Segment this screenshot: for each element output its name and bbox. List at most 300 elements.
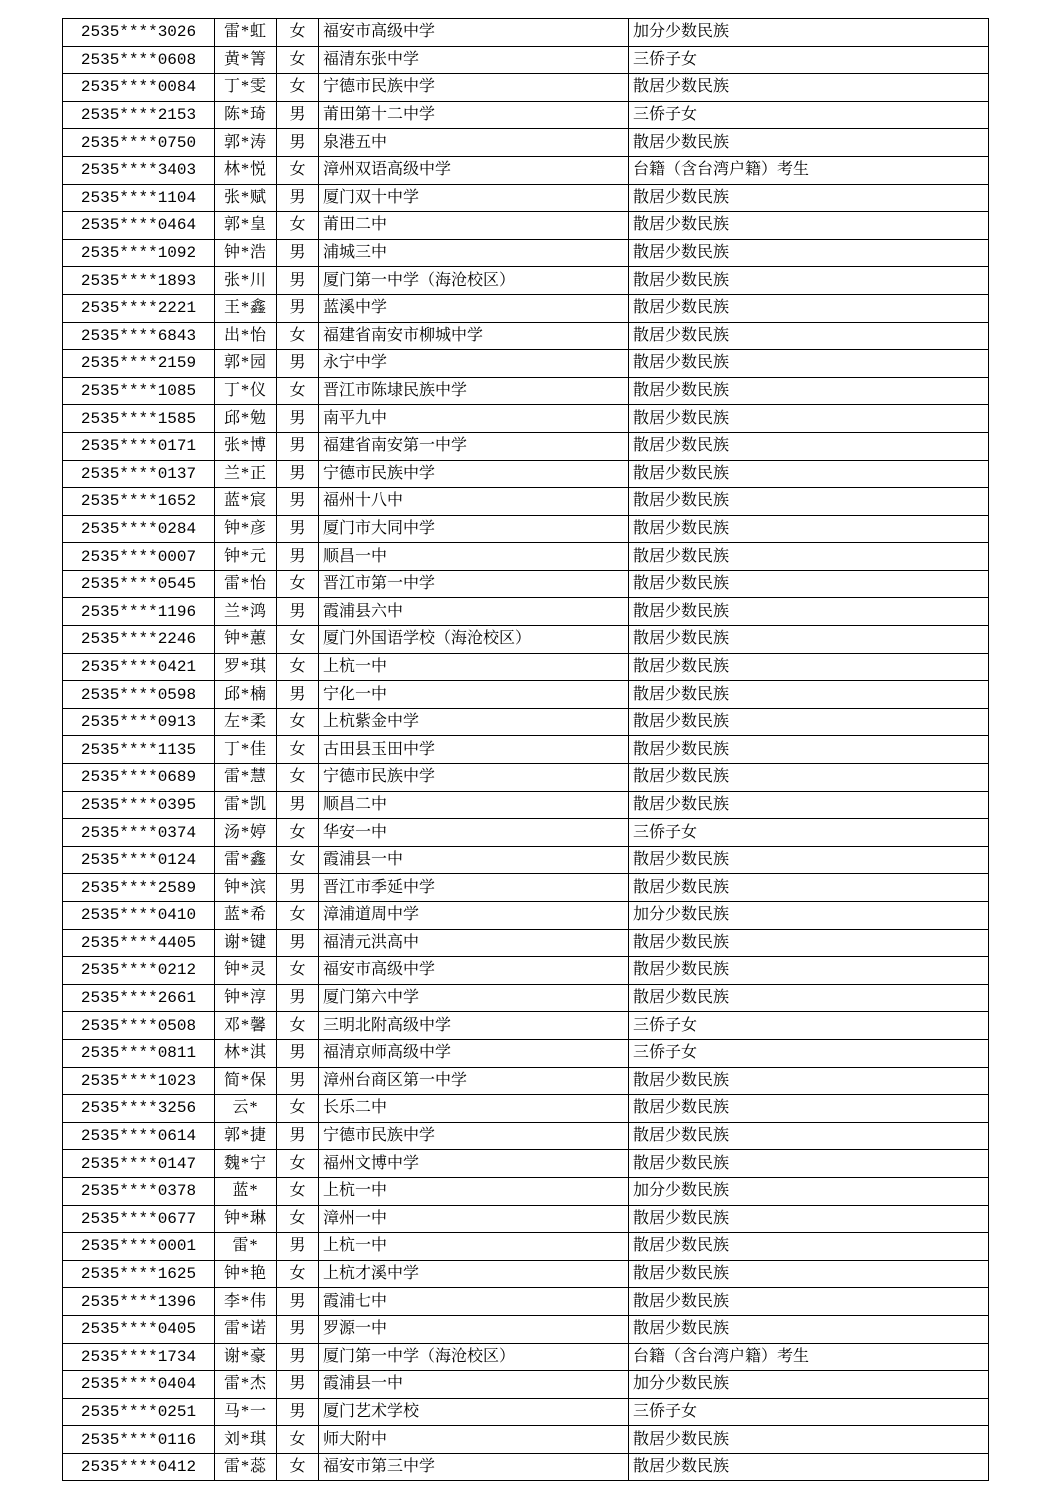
cell-candidate-id: 2535****0378: [63, 1177, 215, 1205]
cell-candidate-id: 2535****6843: [63, 322, 215, 350]
table-row: [63, 846, 989, 874]
cell-candidate-id: 2535****1023: [63, 1067, 215, 1095]
cell-candidate-school: 师大附中: [319, 1426, 629, 1454]
cell-candidate-sex: 女: [277, 736, 319, 764]
cell-candidate-id: 2535****0608: [63, 46, 215, 74]
table-row: [63, 1398, 989, 1426]
cell-candidate-sex: 女: [277, 1205, 319, 1233]
cell-candidate-name: 谢*豪: [215, 1343, 277, 1371]
cell-candidate-name: 邓*馨: [215, 1012, 277, 1040]
cell-candidate-sex: 女: [277, 846, 319, 874]
cell-candidate-sex: 女: [277, 156, 319, 184]
cell-candidate-name: 邱*勉: [215, 405, 277, 433]
cell-candidate-id: 2535****0251: [63, 1398, 215, 1426]
cell-candidate-id: 2535****0007: [63, 543, 215, 571]
cell-candidate-sex: 男: [277, 543, 319, 571]
table-row: [63, 1012, 989, 1040]
cell-candidate-name: 雷*凯: [215, 791, 277, 819]
table-row: [63, 598, 989, 626]
cell-bonus-type: 三侨子女: [629, 1012, 989, 1040]
cell-candidate-name: 魏*宁: [215, 1150, 277, 1178]
cell-candidate-id: 2535****1396: [63, 1288, 215, 1316]
table-row: [63, 929, 989, 957]
cell-candidate-sex: 男: [277, 1398, 319, 1426]
cell-candidate-name: 张*赋: [215, 184, 277, 212]
cell-candidate-id: 2535****2153: [63, 101, 215, 129]
cell-bonus-type: 散居少数民族: [629, 570, 989, 598]
cell-candidate-school: 三明北附高级中学: [319, 1012, 629, 1040]
cell-candidate-id: 2535****1585: [63, 405, 215, 433]
cell-candidate-id: 2535****0284: [63, 515, 215, 543]
cell-candidate-school: 福建省南安第一中学: [319, 432, 629, 460]
cell-candidate-id: 2535****1135: [63, 736, 215, 764]
table-row: [63, 1039, 989, 1067]
table-row: [63, 957, 989, 985]
table-row: [63, 819, 989, 847]
cell-candidate-id: 2535****0147: [63, 1150, 215, 1178]
cell-candidate-id: 2535****2159: [63, 350, 215, 378]
cell-candidate-name: 李*伟: [215, 1288, 277, 1316]
cell-candidate-sex: 男: [277, 294, 319, 322]
cell-candidate-name: 钟*灵: [215, 957, 277, 985]
cell-candidate-name: 雷*: [215, 1233, 277, 1261]
cell-candidate-id: 2535****4405: [63, 929, 215, 957]
cell-candidate-school: 福安市第三中学: [319, 1453, 629, 1481]
cell-bonus-type: 散居少数民族: [629, 294, 989, 322]
cell-candidate-school: 漳州台商区第一中学: [319, 1067, 629, 1095]
table-row: [63, 515, 989, 543]
cell-candidate-sex: 男: [277, 515, 319, 543]
cell-bonus-type: 散居少数民族: [629, 1150, 989, 1178]
cell-candidate-sex: 男: [277, 1371, 319, 1399]
cell-candidate-name: 黄*箐: [215, 46, 277, 74]
cell-bonus-type: 散居少数民族: [629, 653, 989, 681]
table-row: [63, 294, 989, 322]
cell-candidate-sex: 男: [277, 1288, 319, 1316]
cell-candidate-sex: 女: [277, 819, 319, 847]
cell-candidate-school: 福建省南安市柳城中学: [319, 322, 629, 350]
table-row: [63, 212, 989, 240]
table-row: [63, 1343, 989, 1371]
cell-bonus-type: 散居少数民族: [629, 708, 989, 736]
cell-candidate-name: 郭*皇: [215, 212, 277, 240]
cell-candidate-id: 2535****1196: [63, 598, 215, 626]
cell-candidate-school: 晋江市陈埭民族中学: [319, 377, 629, 405]
cell-bonus-type: 散居少数民族: [629, 791, 989, 819]
cell-bonus-type: 散居少数民族: [629, 984, 989, 1012]
cell-bonus-type: 散居少数民族: [629, 74, 989, 102]
cell-candidate-sex: 男: [277, 101, 319, 129]
table-row: [63, 736, 989, 764]
cell-bonus-type: 散居少数民族: [629, 322, 989, 350]
table-row: [63, 1260, 989, 1288]
cell-candidate-school: 福安市高级中学: [319, 19, 629, 47]
table-row: [63, 432, 989, 460]
cell-candidate-name: 郭*涛: [215, 129, 277, 157]
cell-candidate-school: 浦城三中: [319, 239, 629, 267]
cell-bonus-type: 台籍（含台湾户籍）考生: [629, 1343, 989, 1371]
cell-candidate-id: 2535****0677: [63, 1205, 215, 1233]
cell-bonus-type: 散居少数民族: [629, 515, 989, 543]
cell-bonus-type: 散居少数民族: [629, 764, 989, 792]
cell-candidate-sex: 男: [277, 1315, 319, 1343]
cell-candidate-name: 邱*楠: [215, 681, 277, 709]
cell-candidate-id: 2535****0811: [63, 1039, 215, 1067]
table-row: [63, 1122, 989, 1150]
cell-candidate-name: 林*淇: [215, 1039, 277, 1067]
cell-candidate-name: 钟*浩: [215, 239, 277, 267]
cell-candidate-id: 2535****1104: [63, 184, 215, 212]
cell-bonus-type: 散居少数民族: [629, 1205, 989, 1233]
cell-candidate-id: 2535****0116: [63, 1426, 215, 1454]
cell-candidate-name: 蓝*希: [215, 902, 277, 930]
cell-candidate-name: 丁*仪: [215, 377, 277, 405]
cell-candidate-school: 霞浦县一中: [319, 1371, 629, 1399]
cell-bonus-type: 散居少数民族: [629, 129, 989, 157]
cell-candidate-id: 2535****0374: [63, 819, 215, 847]
cell-candidate-name: 谢*键: [215, 929, 277, 957]
table-row: [63, 74, 989, 102]
cell-candidate-name: 钟*滨: [215, 874, 277, 902]
cell-candidate-school: 晋江市第一中学: [319, 570, 629, 598]
cell-candidate-school: 上杭一中: [319, 1233, 629, 1261]
cell-candidate-school: 漳州双语高级中学: [319, 156, 629, 184]
cell-candidate-id: 2535****1625: [63, 1260, 215, 1288]
table-row: [63, 405, 989, 433]
cell-candidate-name: 钟*彦: [215, 515, 277, 543]
cell-candidate-school: 上杭紫金中学: [319, 708, 629, 736]
cell-candidate-sex: 女: [277, 1177, 319, 1205]
table-row: [63, 460, 989, 488]
cell-candidate-school: 宁德市民族中学: [319, 764, 629, 792]
cell-candidate-name: 郭*捷: [215, 1122, 277, 1150]
cell-candidate-name: 云*: [215, 1095, 277, 1123]
cell-candidate-id: 2535****1085: [63, 377, 215, 405]
cell-candidate-sex: 女: [277, 1426, 319, 1454]
cell-candidate-school: 宁德市民族中学: [319, 74, 629, 102]
cell-candidate-school: 厦门双十中学: [319, 184, 629, 212]
cell-candidate-id: 2535****0750: [63, 129, 215, 157]
cell-candidate-id: 2535****0689: [63, 764, 215, 792]
table-row: [63, 101, 989, 129]
cell-candidate-sex: 男: [277, 791, 319, 819]
cell-candidate-name: 雷*诺: [215, 1315, 277, 1343]
cell-candidate-name: 简*保: [215, 1067, 277, 1095]
cell-candidate-id: 2535****2221: [63, 294, 215, 322]
cell-candidate-school: 罗源一中: [319, 1315, 629, 1343]
table-row: [63, 543, 989, 571]
cell-candidate-sex: 女: [277, 957, 319, 985]
cell-candidate-id: 2535****3403: [63, 156, 215, 184]
cell-candidate-school: 漳浦道周中学: [319, 902, 629, 930]
cell-candidate-id: 2535****0545: [63, 570, 215, 598]
cell-bonus-type: 台籍（含台湾户籍）考生: [629, 156, 989, 184]
cell-bonus-type: 三侨子女: [629, 819, 989, 847]
table-row: [63, 1315, 989, 1343]
cell-bonus-type: 散居少数民族: [629, 267, 989, 295]
cell-candidate-school: 漳州一中: [319, 1205, 629, 1233]
cell-candidate-id: 2535****0913: [63, 708, 215, 736]
cell-candidate-name: 钟*蕙: [215, 626, 277, 654]
cell-candidate-name: 左*柔: [215, 708, 277, 736]
table-row: [63, 874, 989, 902]
table-row: [63, 239, 989, 267]
cell-bonus-type: 散居少数民族: [629, 543, 989, 571]
cell-candidate-school: 厦门外国语学校（海沧校区）: [319, 626, 629, 654]
cell-candidate-id: 2535****0171: [63, 432, 215, 460]
table-row: [63, 1067, 989, 1095]
cell-bonus-type: 散居少数民族: [629, 1453, 989, 1481]
cell-candidate-school: 厦门第六中学: [319, 984, 629, 1012]
cell-candidate-id: 2535****0001: [63, 1233, 215, 1261]
cell-bonus-type: 散居少数民族: [629, 1067, 989, 1095]
cell-candidate-id: 2535****0084: [63, 74, 215, 102]
cell-candidate-sex: 女: [277, 902, 319, 930]
cell-candidate-sex: 男: [277, 432, 319, 460]
cell-candidate-school: 古田县玉田中学: [319, 736, 629, 764]
cell-candidate-school: 莆田第十二中学: [319, 101, 629, 129]
cell-bonus-type: 三侨子女: [629, 1398, 989, 1426]
table-row: [63, 156, 989, 184]
cell-candidate-name: 雷*蕊: [215, 1453, 277, 1481]
cell-candidate-name: 雷*虹: [215, 19, 277, 47]
cell-candidate-school: 宁德市民族中学: [319, 460, 629, 488]
cell-candidate-sex: 女: [277, 1150, 319, 1178]
cell-bonus-type: 散居少数民族: [629, 212, 989, 240]
cell-candidate-school: 顺昌一中: [319, 543, 629, 571]
cell-bonus-type: 三侨子女: [629, 1039, 989, 1067]
table-row: [63, 377, 989, 405]
cell-candidate-name: 王*鑫: [215, 294, 277, 322]
cell-candidate-sex: 男: [277, 460, 319, 488]
cell-candidate-sex: 女: [277, 322, 319, 350]
table-row: [63, 488, 989, 516]
cell-candidate-school: 上杭才溪中学: [319, 1260, 629, 1288]
cell-candidate-id: 2535****0614: [63, 1122, 215, 1150]
cell-candidate-name: 兰*鸿: [215, 598, 277, 626]
table-row: [63, 1177, 989, 1205]
cell-candidate-sex: 男: [277, 984, 319, 1012]
table-row: [63, 681, 989, 709]
cell-bonus-type: 散居少数民族: [629, 1260, 989, 1288]
cell-candidate-name: 汤*婷: [215, 819, 277, 847]
cell-candidate-school: 顺昌二中: [319, 791, 629, 819]
table-row: [63, 653, 989, 681]
cell-candidate-sex: 女: [277, 653, 319, 681]
cell-candidate-name: 钟*琳: [215, 1205, 277, 1233]
table-row: [63, 1426, 989, 1454]
cell-bonus-type: 散居少数民族: [629, 681, 989, 709]
cell-candidate-name: 张*博: [215, 432, 277, 460]
cell-candidate-sex: 女: [277, 212, 319, 240]
cell-candidate-name: 雷*慧: [215, 764, 277, 792]
cell-bonus-type: 加分少数民族: [629, 1177, 989, 1205]
cell-candidate-id: 2535****0598: [63, 681, 215, 709]
cell-bonus-type: 散居少数民族: [629, 1122, 989, 1150]
cell-bonus-type: 散居少数民族: [629, 1095, 989, 1123]
cell-candidate-name: 雷*鑫: [215, 846, 277, 874]
cell-candidate-id: 2535****0404: [63, 1371, 215, 1399]
cell-candidate-name: 张*川: [215, 267, 277, 295]
cell-candidate-id: 2535****0410: [63, 902, 215, 930]
candidate-roster-table: [62, 18, 989, 1481]
cell-candidate-sex: 男: [277, 681, 319, 709]
cell-candidate-name: 雷*怡: [215, 570, 277, 598]
cell-candidate-school: 宁化一中: [319, 681, 629, 709]
cell-bonus-type: 散居少数民族: [629, 929, 989, 957]
cell-candidate-sex: 男: [277, 1343, 319, 1371]
cell-candidate-school: 厦门艺术学校: [319, 1398, 629, 1426]
cell-bonus-type: 散居少数民族: [629, 957, 989, 985]
table-row: [63, 350, 989, 378]
cell-candidate-name: 钟*艳: [215, 1260, 277, 1288]
cell-candidate-sex: 男: [277, 184, 319, 212]
cell-candidate-sex: 女: [277, 74, 319, 102]
cell-candidate-school: 晋江市季延中学: [319, 874, 629, 902]
cell-candidate-id: 2535****0508: [63, 1012, 215, 1040]
cell-candidate-school: 福清京师高级中学: [319, 1039, 629, 1067]
cell-candidate-school: 厦门第一中学（海沧校区）: [319, 267, 629, 295]
table-row: [63, 129, 989, 157]
cell-candidate-sex: 男: [277, 598, 319, 626]
cell-candidate-school: 福清东张中学: [319, 46, 629, 74]
cell-candidate-id: 2535****0405: [63, 1315, 215, 1343]
cell-candidate-school: 南平九中: [319, 405, 629, 433]
cell-candidate-name: 蓝*宸: [215, 488, 277, 516]
cell-bonus-type: 散居少数民族: [629, 1288, 989, 1316]
cell-candidate-school: 福州十八中: [319, 488, 629, 516]
cell-candidate-id: 2535****0421: [63, 653, 215, 681]
table-row: [63, 267, 989, 295]
cell-candidate-id: 2535****2589: [63, 874, 215, 902]
table-row: [63, 1371, 989, 1399]
table-row: [63, 184, 989, 212]
cell-candidate-name: 陈*琦: [215, 101, 277, 129]
cell-candidate-sex: 女: [277, 19, 319, 47]
cell-candidate-sex: 女: [277, 1453, 319, 1481]
cell-bonus-type: 三侨子女: [629, 46, 989, 74]
cell-candidate-sex: 女: [277, 46, 319, 74]
cell-candidate-id: 2535****1893: [63, 267, 215, 295]
cell-candidate-school: 泉港五中: [319, 129, 629, 157]
cell-candidate-school: 厦门第一中学（海沧校区）: [319, 1343, 629, 1371]
cell-bonus-type: 散居少数民族: [629, 598, 989, 626]
cell-candidate-name: 蓝*: [215, 1177, 277, 1205]
cell-candidate-sex: 男: [277, 929, 319, 957]
cell-candidate-name: 罗*琪: [215, 653, 277, 681]
table-row: [63, 46, 989, 74]
cell-candidate-name: 出*怡: [215, 322, 277, 350]
cell-candidate-school: 蓝溪中学: [319, 294, 629, 322]
table-row: [63, 322, 989, 350]
cell-candidate-sex: 男: [277, 405, 319, 433]
table-row: [63, 19, 989, 47]
table-row: [63, 708, 989, 736]
cell-candidate-school: 福安市高级中学: [319, 957, 629, 985]
cell-bonus-type: 加分少数民族: [629, 19, 989, 47]
cell-bonus-type: 三侨子女: [629, 101, 989, 129]
cell-candidate-id: 2535****1652: [63, 488, 215, 516]
cell-candidate-name: 钟*淳: [215, 984, 277, 1012]
cell-candidate-school: 霞浦七中: [319, 1288, 629, 1316]
cell-candidate-name: 雷*杰: [215, 1371, 277, 1399]
cell-bonus-type: 散居少数民族: [629, 736, 989, 764]
table-row: [63, 1453, 989, 1481]
cell-bonus-type: 散居少数民族: [629, 874, 989, 902]
cell-candidate-name: 丁*雯: [215, 74, 277, 102]
cell-candidate-name: 马*一: [215, 1398, 277, 1426]
cell-candidate-sex: 女: [277, 377, 319, 405]
cell-bonus-type: 散居少数民族: [629, 432, 989, 460]
cell-candidate-id: 2535****0212: [63, 957, 215, 985]
cell-candidate-id: 2535****2246: [63, 626, 215, 654]
cell-bonus-type: 散居少数民族: [629, 184, 989, 212]
table-row: [63, 984, 989, 1012]
cell-bonus-type: 散居少数民族: [629, 488, 989, 516]
table-row: [63, 1233, 989, 1261]
cell-bonus-type: 散居少数民族: [629, 405, 989, 433]
cell-candidate-sex: 男: [277, 129, 319, 157]
cell-candidate-sex: 男: [277, 1122, 319, 1150]
cell-candidate-id: 2535****1092: [63, 239, 215, 267]
cell-bonus-type: 加分少数民族: [629, 1371, 989, 1399]
cell-bonus-type: 散居少数民族: [629, 377, 989, 405]
cell-bonus-type: 散居少数民族: [629, 1426, 989, 1454]
cell-bonus-type: 散居少数民族: [629, 239, 989, 267]
cell-candidate-sex: 女: [277, 764, 319, 792]
cell-candidate-sex: 女: [277, 1260, 319, 1288]
table-row: [63, 791, 989, 819]
cell-bonus-type: 散居少数民族: [629, 1315, 989, 1343]
table-row: [63, 1205, 989, 1233]
cell-candidate-name: 兰*正: [215, 460, 277, 488]
cell-candidate-school: 厦门市大同中学: [319, 515, 629, 543]
cell-candidate-id: 2535****0124: [63, 846, 215, 874]
cell-candidate-sex: 男: [277, 1233, 319, 1261]
cell-candidate-sex: 女: [277, 626, 319, 654]
cell-candidate-id: 2535****2661: [63, 984, 215, 1012]
cell-candidate-sex: 男: [277, 1067, 319, 1095]
cell-candidate-sex: 男: [277, 267, 319, 295]
cell-candidate-name: 郭*园: [215, 350, 277, 378]
cell-candidate-school: 福州文博中学: [319, 1150, 629, 1178]
cell-candidate-school: 莆田二中: [319, 212, 629, 240]
cell-candidate-id: 2535****0412: [63, 1453, 215, 1481]
table-row: [63, 626, 989, 654]
table-row: [63, 1095, 989, 1123]
cell-candidate-id: 2535****1734: [63, 1343, 215, 1371]
cell-bonus-type: 加分少数民族: [629, 902, 989, 930]
cell-candidate-sex: 男: [277, 350, 319, 378]
cell-candidate-name: 刘*琪: [215, 1426, 277, 1454]
cell-candidate-school: 福清元洪高中: [319, 929, 629, 957]
cell-candidate-school: 长乐二中: [319, 1095, 629, 1123]
cell-candidate-sex: 女: [277, 1012, 319, 1040]
cell-candidate-name: 林*悦: [215, 156, 277, 184]
cell-bonus-type: 散居少数民族: [629, 846, 989, 874]
cell-candidate-sex: 女: [277, 1095, 319, 1123]
cell-candidate-id: 2535****3256: [63, 1095, 215, 1123]
cell-candidate-id: 2535****0464: [63, 212, 215, 240]
cell-candidate-name: 钟*元: [215, 543, 277, 571]
cell-candidate-sex: 女: [277, 708, 319, 736]
cell-candidate-school: 永宁中学: [319, 350, 629, 378]
table-row: [63, 570, 989, 598]
cell-candidate-school: 上杭一中: [319, 653, 629, 681]
cell-candidate-sex: 男: [277, 1039, 319, 1067]
table-row: [63, 1288, 989, 1316]
cell-candidate-school: 宁德市民族中学: [319, 1122, 629, 1150]
